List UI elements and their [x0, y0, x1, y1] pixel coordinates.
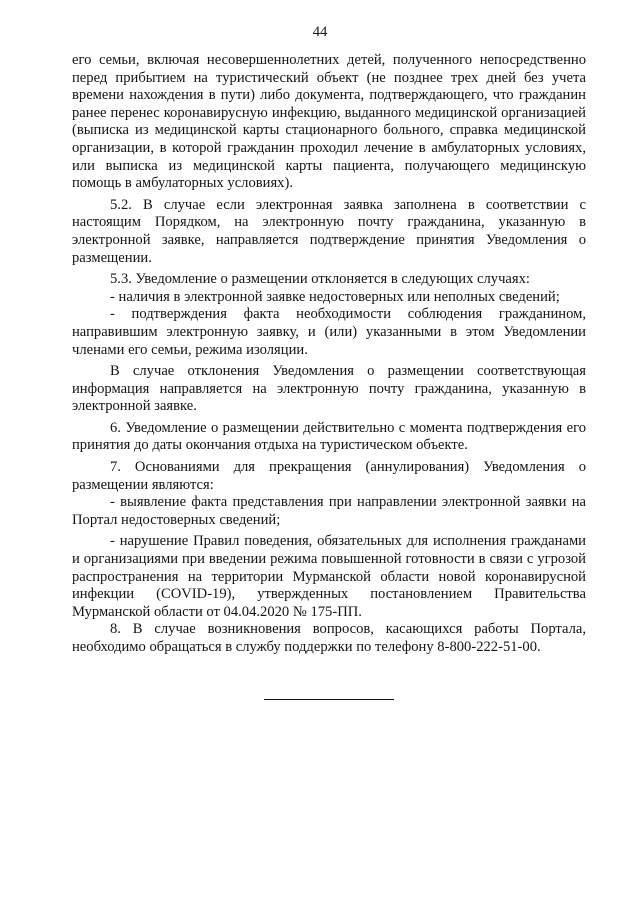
- list-item-isolation: - подтверждения факта необходимости соблюдения гражданином, направившим электронную заявку, и (или) указанными в этом Уведомлении членами его семьи, режима изоляции.: [72, 306, 586, 358]
- paragraph-5-3: 5.3. Уведомление о размещении отклоняется в следующих случаях:: [110, 271, 530, 288]
- list-item-rules-violation: - нарушение Правил поведения, обязательных для исполнения гражданами и организациями при введении режима повышенной готовности в связи с угрозой распространения на территории Мурманской области новой коронавирусной инфекции (COVID-19), утвержденных постановлением Правительства Мурманской области от 04.04.2020 № 175-ПП.: [72, 533, 586, 620]
- paragraph-continuation: его семьи, включая несовершеннолетних детей, полученного непосредственно перед прибытием на туристический объект (не позднее трех дней без учета времени нахождения в пути) либо документа, подтверждающего, что гражданин ранее перенес коронавирусную инфекцию, выданного медицинской организацией (выписка из медицинской карты стационарного больного, справка медицинской организации, в которой гражданин проходил лечение в амбулаторных условиях, или выписка из медицинской карты пациента, получающего медицинскую помощь в амбулаторных условиях).: [72, 52, 586, 192]
- paragraph-5-2: 5.2. В случае если электронная заявка заполнена в соответствии с настоящим Порядком, на электронную почту гражданина, указанную в электронной заявке, направляется подтверждение принятия Уведомления о размещении.: [72, 196, 586, 266]
- end-divider-line: [264, 699, 394, 700]
- paragraph-7: 7. Основаниями для прекращения (аннулирования) Уведомления о размещении являются:: [72, 459, 586, 493]
- document-body: [72, 52, 586, 700]
- list-item-false-data: - выявление факта представления при направлении электронной заявки на Портал недостоверных сведений;: [72, 494, 586, 528]
- paragraph-8: 8. В случае возникновения вопросов, касающихся работы Портала, необходимо обращаться в службу поддержки по телефону 8-800-222-51-00.: [72, 621, 586, 655]
- paragraph-rejection-info: В случае отклонения Уведомления о размещении соответствующая информация направляется на электронную почту гражданина, указанную в электронной заявке.: [72, 363, 586, 415]
- list-item-incomplete-data: - наличия в электронной заявке недостоверных или неполных сведений;: [110, 288, 560, 305]
- paragraph-6: 6. Уведомление о размещении действительно с момента подтверждения его принятия до даты окончания отдыха на туристическом объекте.: [72, 419, 586, 454]
- page-number: 44: [312, 24, 328, 40]
